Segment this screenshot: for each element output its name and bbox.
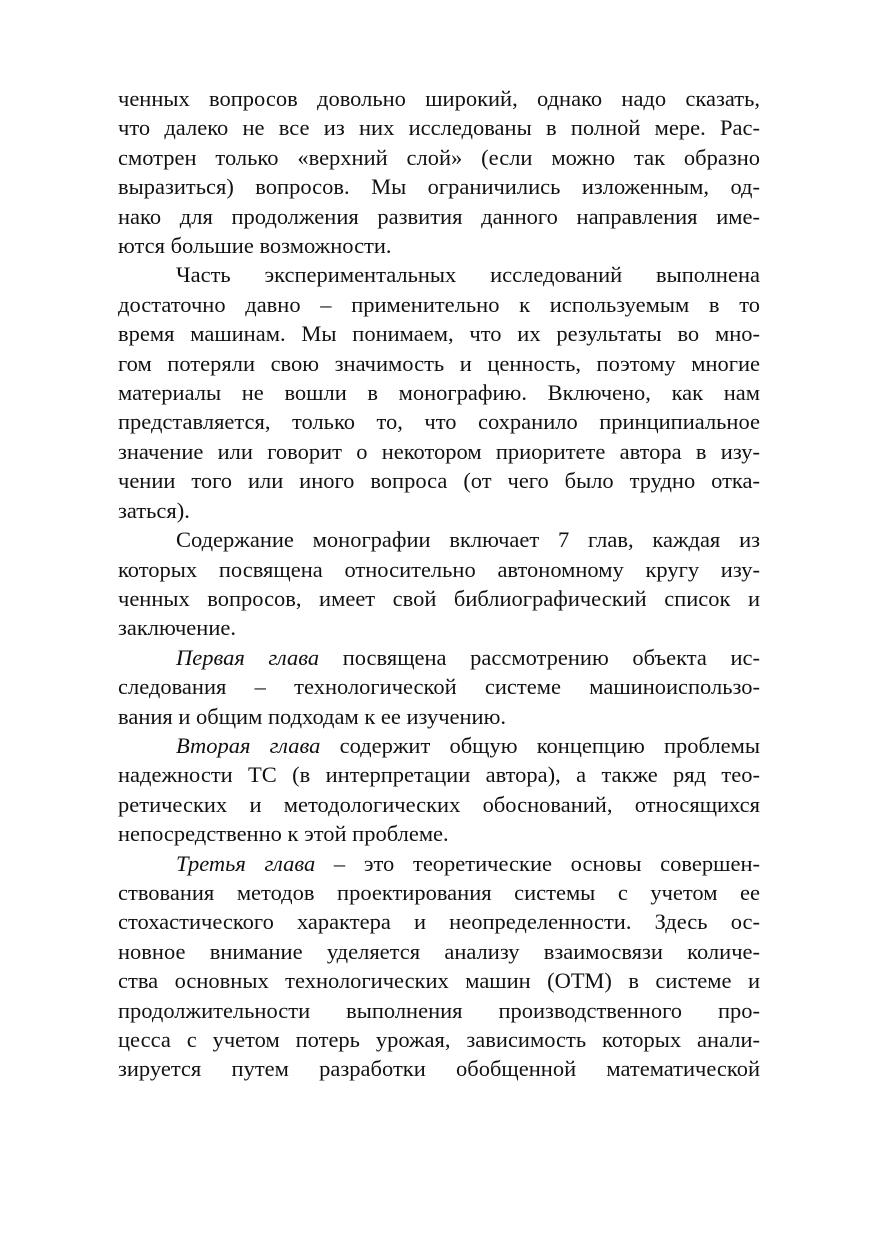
chapter-lead: Первая глава	[176, 644, 320, 670]
text-line: новное внимание уделяется анализу взаимосвязи количе-	[118, 938, 760, 964]
paragraph-third-chapter	[118, 849, 760, 1084]
paragraph-first-chapter	[118, 643, 760, 731]
text-line	[118, 849, 760, 878]
text-line: нако для продолжения развития данного направления име-	[118, 203, 760, 229]
text-fragment: посвящена рассмотрению объекта ис-	[319, 644, 760, 670]
text-line: Содержание монографии включает 7 глав, каждая из	[176, 527, 760, 553]
text-line: зируется путем разработки обобщенной математической	[118, 1056, 760, 1082]
text-line: значение или говорит о некотором приоритете автора в изу-	[118, 438, 760, 464]
text-line: материалы не вошли в монографию. Включено, как нам	[118, 380, 760, 406]
text-line: продолжительности выполнения производственного про-	[118, 997, 760, 1023]
paragraph-contents	[118, 525, 760, 643]
text-line: заться).	[118, 497, 190, 523]
text-line: Часть экспериментальных исследований выполнена	[176, 262, 760, 288]
text-line: стохастического характера и неопределенности. Здесь ос-	[118, 909, 760, 935]
text-line: заключение.	[118, 615, 236, 641]
chapter-lead: Третья глава	[176, 850, 316, 876]
document-page	[118, 84, 760, 1084]
text-line: ствования методов проектирования системы с учетом ее	[118, 879, 760, 905]
text-line	[118, 731, 760, 760]
text-fragment: содержит общую концепцию проблемы	[320, 732, 761, 758]
text-line: смотрен только «верхний слой» (если можно так образно	[118, 144, 760, 170]
text-line: ства основных технологических машин (ОТМ) в системе и	[118, 968, 760, 994]
text-line: ченных вопросов, имеет свой библиографический список и	[118, 585, 760, 611]
text-line: выразиться) вопросов. Мы ограничились изложенным, од-	[118, 174, 760, 200]
paragraph-experimental-research	[118, 260, 760, 525]
text-line: следования – технологической системе машиноиспользо-	[118, 674, 760, 700]
text-line: ются большие возможности.	[118, 233, 392, 259]
text-line: достаточно давно – применительно к используемым в то	[118, 291, 760, 317]
text-line: время машинам. Мы понимаем, что их результаты во мно-	[118, 321, 760, 347]
text-line: гом потеряли свою значимость и ценность, поэтому многие	[118, 350, 760, 376]
text-fragment: – это теоретические основы совершен-	[315, 850, 760, 876]
text-line: представляется, только то, что сохранило принципиальное	[118, 409, 760, 435]
text-line: что далеко не все из них исследованы в полной мере. Рас-	[118, 115, 760, 141]
text-line: чении того или иного вопроса (от чего было трудно отка-	[118, 468, 760, 494]
paragraph-continuation	[118, 84, 760, 260]
text-line: вания и общим подходам к ее изучению.	[118, 703, 507, 729]
text-line: ченных вопросов довольно широкий, однако надо сказать,	[118, 86, 760, 111]
text-line: которых посвящена относительно автономному кругу изу-	[118, 556, 760, 582]
text-line: цесса с учетом потерь урожая, зависимость которых анали-	[118, 1027, 760, 1052]
text-line: надежности ТС (в интерпретации автора), а также ряд тео-	[118, 762, 760, 788]
paragraph-second-chapter	[118, 731, 760, 849]
text-line: ретических и методологических обоснований, относящихся	[118, 791, 760, 817]
text-line	[118, 643, 760, 672]
chapter-lead: Вторая глава	[176, 732, 321, 758]
text-line: непосредственно к этой проблеме.	[118, 821, 449, 847]
